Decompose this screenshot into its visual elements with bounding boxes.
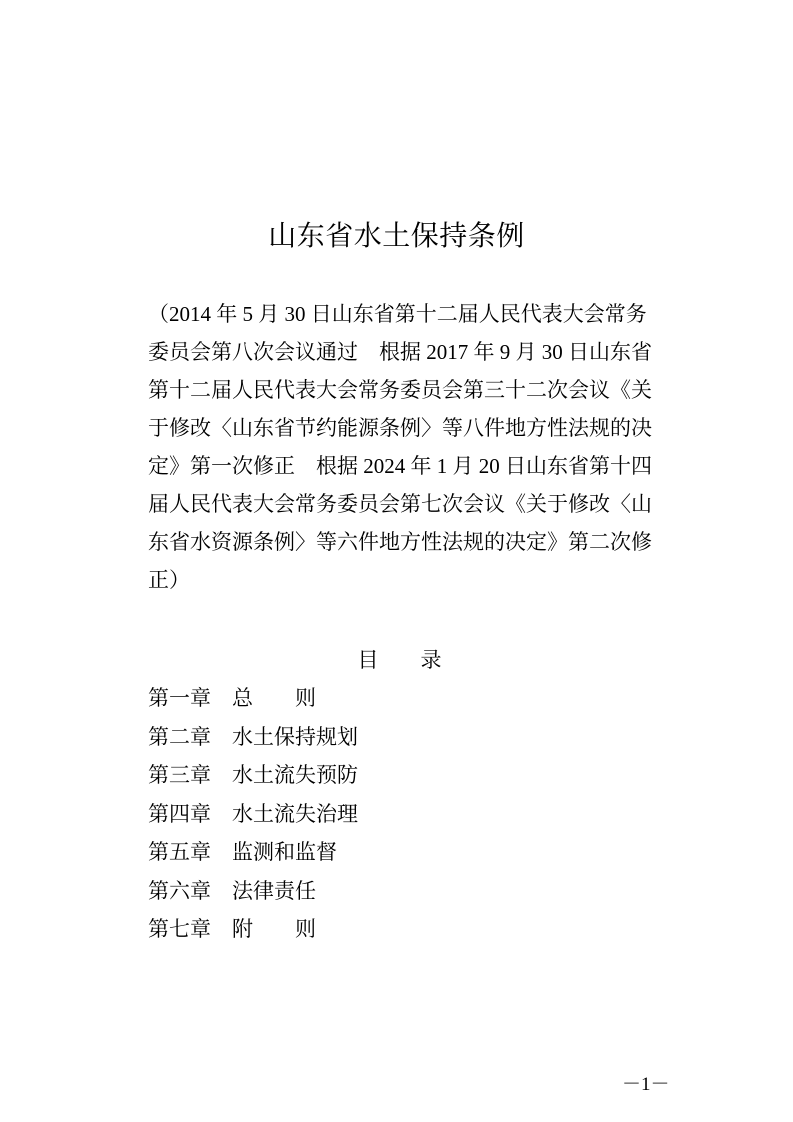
preamble-line: 定》第一次修正 根据 2024 年 1 月 20 日山东省第十四 xyxy=(148,454,652,478)
toc-chapter-title: 水土流失治理 xyxy=(232,801,358,826)
preamble-line: 届人民代表大会常务委员会第七次会议《关于修改〈山 xyxy=(148,492,652,516)
toc-chapter-title: 监测和监督 xyxy=(232,840,337,864)
preamble-paragraph xyxy=(148,295,668,599)
toc-item xyxy=(148,795,548,834)
toc-item xyxy=(148,910,548,949)
toc-chapter-number: 第四章 xyxy=(148,801,211,826)
toc-chapter-title: 水土流失预防 xyxy=(232,763,358,787)
preamble-line: （2014 年 5 月 30 日山东省第十二届人民代表大会常务 xyxy=(148,302,647,326)
toc-chapter-title: 总 则 xyxy=(232,686,316,710)
toc-chapter-title: 水土保持规划 xyxy=(232,724,358,749)
toc-item xyxy=(148,718,548,757)
toc-item xyxy=(148,872,548,911)
preamble-line: 东省水资源条例〉等六件地方性法规的决定》第二次修 xyxy=(148,530,652,554)
toc-chapter-number: 第六章 xyxy=(148,878,211,903)
toc-heading: 目 录 xyxy=(357,648,442,672)
toc-chapter-number: 第一章 xyxy=(148,686,211,710)
toc-chapter-number: 第三章 xyxy=(148,763,211,787)
toc-item xyxy=(148,679,548,718)
preamble-line: 于修改〈山东省节约能源条例〉等八件地方性法规的决 xyxy=(148,416,652,440)
toc-chapter-number: 第七章 xyxy=(148,917,211,941)
document-title: 山东省水土保持条例 xyxy=(268,221,525,252)
page-number: －1－ xyxy=(622,1074,670,1095)
preamble-line: 委员会第八次会议通过 根据 2017 年 9 月 30 日山东省 xyxy=(148,340,652,364)
toc-chapter-number: 第二章 xyxy=(148,724,211,749)
preamble-line: 第十二届人民代表大会常务委员会第三十二次会议《关 xyxy=(148,378,652,402)
toc-chapter-title: 法律责任 xyxy=(232,878,316,903)
toc-chapter-number: 第五章 xyxy=(148,840,211,864)
toc-item xyxy=(148,756,548,795)
toc-item xyxy=(148,833,548,872)
toc-chapter-title: 附 则 xyxy=(232,917,316,941)
table-of-contents xyxy=(148,679,548,949)
preamble-line: 正） xyxy=(148,568,190,592)
